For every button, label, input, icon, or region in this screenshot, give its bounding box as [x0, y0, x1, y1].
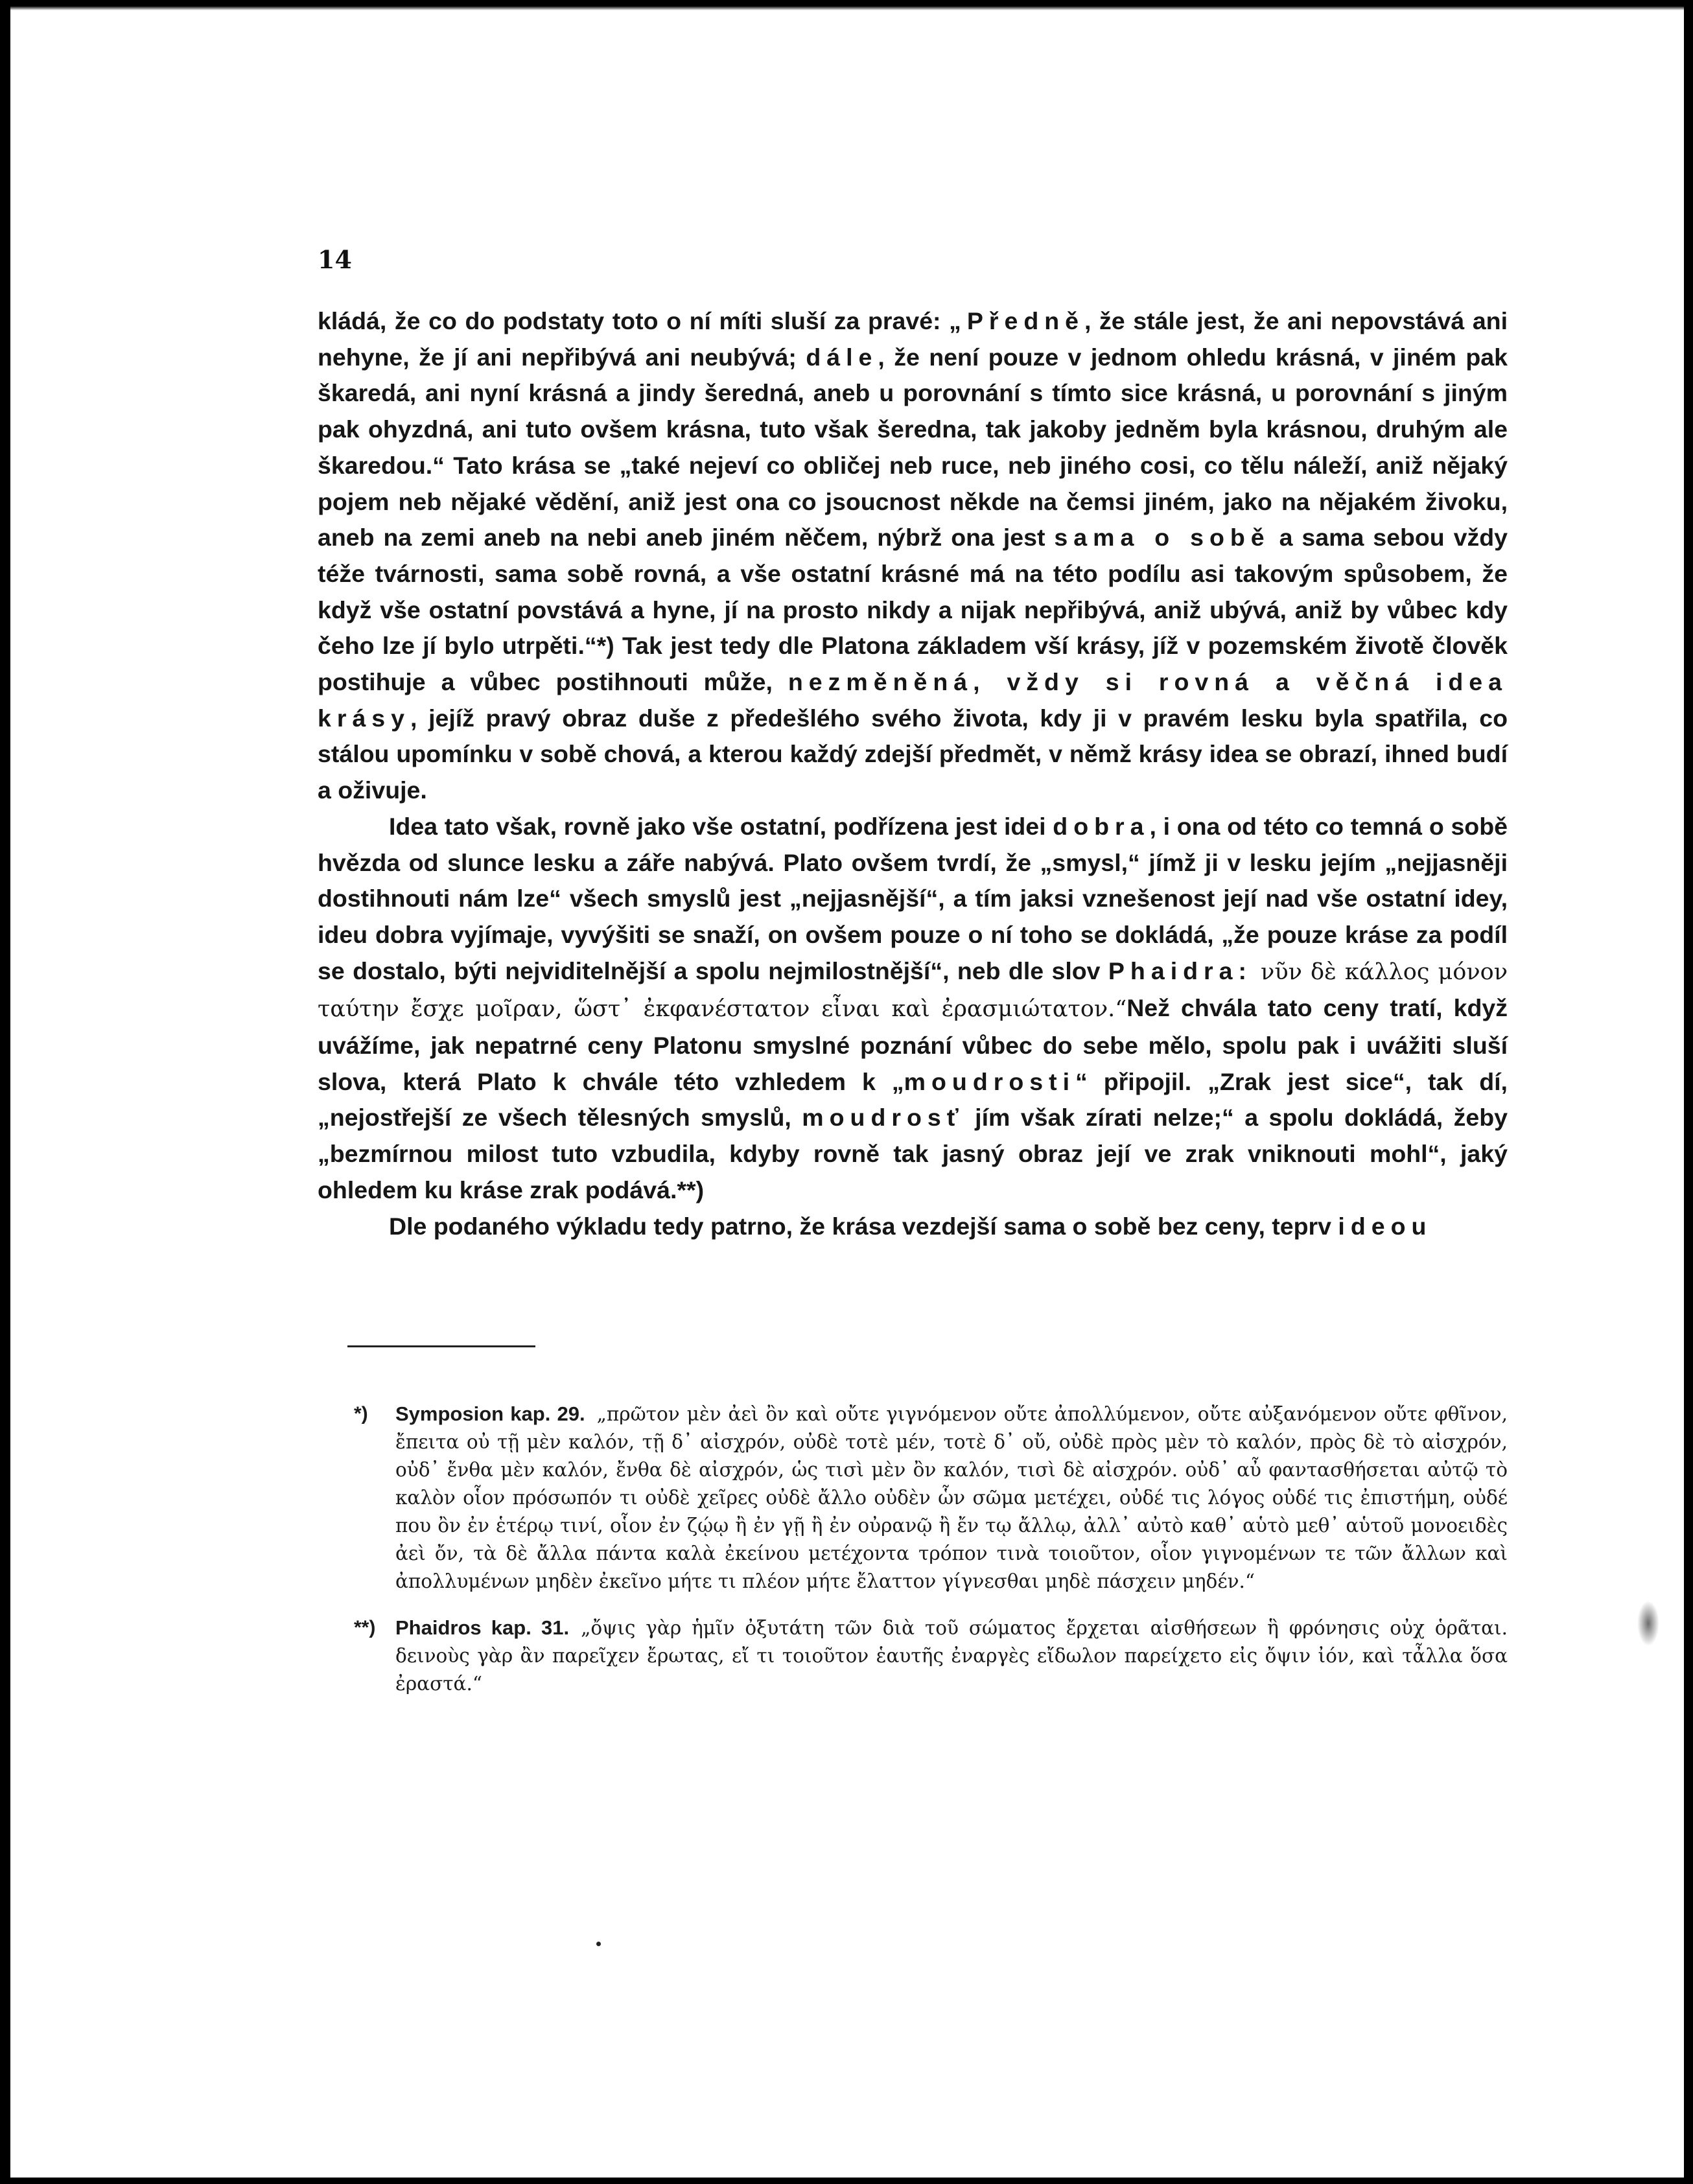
paragraph-2	[318, 809, 1508, 1209]
text-run: “ připojil. „Zrak jest sice“, tak dí, „nejostřejší ze všech tělesných smyslů,	[318, 1067, 1508, 1132]
main-text	[318, 303, 1508, 1244]
emphasis: dále	[806, 343, 878, 371]
footnote-mark: *)	[354, 1403, 368, 1424]
footnotes	[354, 1400, 1508, 1716]
emphasis: dobra	[1053, 812, 1150, 840]
emphasis: Phaidra:	[1108, 957, 1252, 984]
scanned-page	[10, 6, 1684, 2178]
emphasis: nezměněná, vždy si rovná a věčná idea krásy	[318, 668, 1508, 732]
text-run: a sama sebou vždy téže tvárnosti, sama sobě rovná, a vše ostatní krásné má na této podílu asi takovým spůsobem, že když vše ostatní povstává a hyne, jí na prosto nikdy a nijak nepřibývá, aniž ubývá, aniž by vůbec kdy čeho lze jí bylo utrpěti.“*) Tak jest tedy dle Platona základem vší krásy, jíž v pozemském životě člověk postihuje a vůbec postihnouti může,	[318, 524, 1508, 696]
text-run: Než chvála tato ceny tratí, když uvážíme, jak nepatrné ceny Platonu smyslné poznání vůbec do sebe mělo, spolu pak i uvážiti sluší slova, která Plato k chvále této vzhledem k „	[318, 994, 1508, 1095]
paragraph-3	[318, 1209, 1508, 1245]
emphasis: moudrosť	[802, 1104, 964, 1132]
text-run: , že stále jest, že ani nepovstává ani nehyne, že jí ani nepřibývá ani neubývá;	[318, 307, 1508, 371]
text-run: , že není pouze v jednom ohledu krásná, v jiném pak škaredá, ani nyní krásná a jindy šeredná, aneb u porovnání s tímto sice krásná, u porovnání s jiným pak ohyzdná, ani tuto ovšem krásna, tuto však šeredna, tak jakoby jedněm byla krásnou, druhým ale škaredou.“ Tato krása se „také nejeví co obličej neb ruce, neb jiného cosi, co tělu náleží, aniž nějaký pojem neb nějaké vědění, aniž jest ona co jsoucnost někde na čemsi jiném, jako na nějakém živoku, aneb na zemi aneb na nebi aneb jiném něčem, nýbrž ona jest	[318, 343, 1508, 552]
footnote-mark: **)	[354, 1617, 376, 1638]
footnote-1	[354, 1400, 1508, 1596]
scan-edge	[10, 6, 1684, 10]
emphasis: „Předně	[949, 307, 1085, 334]
emphasis: sama o sobě	[1054, 524, 1270, 552]
text-run: kládá, že co do podstaty toto o ní míti sluší za pravé:	[318, 307, 950, 334]
emphasis: ideou	[1338, 1212, 1432, 1240]
scan-speck	[596, 1942, 601, 1946]
text-run: Idea tato však, rovně jako vše ostatní, podřízena jest idei	[389, 812, 1053, 840]
footnote-reference: Phaidros kap. 31.	[395, 1616, 570, 1639]
text-run: , jejíž pravý obraz duše z předešlého svého života, kdy ji v pravém lesku byla spatřila, co stálou upomínku v sobě chová, a kterou každý zdejší předmět, v němž krásy idea se obrazí, ihned budí a oživuje.	[318, 704, 1508, 804]
footnote-divider	[347, 1345, 535, 1347]
paragraph-1	[318, 303, 1508, 809]
footnote-text: „ὄψις γὰρ ἡμῖν ὀξυτάτη τῶν διὰ τοῦ σώματος ἔρχεται αἰσθήσεων ἣ φρόνησις οὐχ ὁρᾶται. δεινοὺς γὰρ ἂν παρεῖχεν ἔρωτας, εἴ τι τοιοῦτον ἑαυτῆς ἐναργὲς εἴδωλον παρείχετο εἰς ὄψιν ἰόν, καὶ τἆλλα ὅσα ἐραστά.“	[395, 1617, 1508, 1695]
footnote-text: „πρῶτον μὲν ἀεὶ ὂν καὶ οὔτε γιγνόμενον οὔτε ἀπολλύμενον, οὔτε αὐξανόμενον οὔτε φθῖνον, ἔπειτα οὐ τῇ μὲν καλόν, τῇ δ᾽ αἰσχρόν, οὐδὲ τοτὲ μέν, τοτὲ δ᾽ οὔ, οὐδὲ πρὸς μὲν τὸ καλόν, πρὸς δὲ τὸ αἰσχρόν, οὐδ᾽ ἔνθα μὲν καλόν, ἔνθα δὲ αἰσχρόν, ὡς τισὶ μὲν ὂν καλόν, τισὶ δὲ αἰσχρόν. οὐδ᾽ αὖ φαντασθήσεται αὐτῷ τὸ καλὸν οἷον πρόσωπόν τι οὐδὲ χεῖρες οὐδὲ ἄλλο οὐδὲν ὧν σῶμα μετέχει, οὐδέ τις λόγος οὐδέ τις ἐπιστήμη, οὐδέ που ὂν ἐν ἑτέρῳ τινί, οἷον ἐν ζῴῳ ἢ ἐν γῇ ἢ ἐν οὐρανῷ ἢ ἔν τῳ ἄλλῳ, ἀλλ᾽ αὐτὸ καθ᾽ αὑτὸ μεθ᾽ αὑτοῦ μονοειδὲς ἀεὶ ὄν, τὰ δὲ ἄλλα πάντα καλὰ ἐκείνου μετέχοντα τρόπον τινὰ τοιοῦτον, οἷον γιγνομένων τε τῶν ἄλλων καὶ ἀπολλυμένων μηδὲν ἐκεῖνο μήτε τι πλέον μήτε ἔλαττον γίγνεσθαι μηδὲ πάσχειν μηδέν.“	[395, 1403, 1508, 1592]
text-run: Dle podaného výkladu tedy patrno, že krása vezdejší sama o sobě bez ceny, teprv	[389, 1212, 1338, 1240]
scan-smudge	[1637, 1601, 1659, 1646]
text-run: jím však zírati nelze;“ a spolu dokládá, žeby „bezmírnou milost tuto vzbudila, kdyby rovně tak jasný obraz její ve zrak vniknouti mohl“, jaký ohledem ku kráse zrak podává.**)	[318, 1104, 1508, 1203]
footnote-reference: Symposion kap. 29.	[395, 1402, 585, 1425]
greek-quote: νῦν δὲ κάλλος μόνον ταύτην ἔσχε μοῖραν, ὥστ᾽ ἐκφανέστατον εἶναι καὶ ἐρασμιώτατον.“	[318, 958, 1508, 1023]
footnote-2	[354, 1614, 1508, 1698]
emphasis: moudrosti	[904, 1067, 1075, 1095]
text-run: , i ona od této co temná o sobě hvězda od slunce lesku a záře nabývá. Plato ovšem tvrdí, že „smysl,“ jímž ji v lesku jejím „nejjasněji dostihnouti nám lze“ všech smyslů jest „nejjasnější“, a tím jaksi vznešenost její nad vše ostatní idey, ideu dobra vyjímaje, vyvýšiti se snaží, on ovšem pouze o ní toho se dokládá, „že pouze kráse za podíl se dostalo, býti nejviditelnější a spolu nejmilostnější“, neb dle slov	[318, 812, 1508, 984]
page-number: 14	[318, 245, 352, 274]
